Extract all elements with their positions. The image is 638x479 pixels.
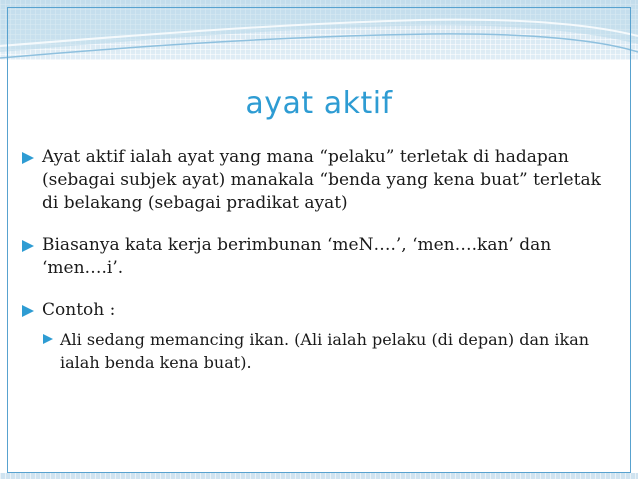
triangle-bullet-icon <box>22 152 34 164</box>
slide-body <box>22 146 612 374</box>
triangle-bullet-icon <box>22 240 34 252</box>
triangle-bullet-icon <box>22 305 34 317</box>
bullet-text: Ayat aktif ialah ayat yang mana “pelaku” terletak di hadapan (sebagai subjek ayat) manakala “benda yang kena buat” terletak di belakang (sebagai pradikat ayat) <box>42 147 601 213</box>
sub-bullet-text: Ali sedang memancing ikan. (Ali ialah pelaku (di depan) dan ikan ialah benda kena buat). <box>60 330 590 372</box>
bullet-text: Biasanya kata kerja berimbunan ‘meN….’, ‘men….kan’ dan ‘men….i’. <box>42 235 552 278</box>
triangle-bullet-icon <box>43 334 53 344</box>
bullet-item <box>22 146 612 215</box>
bullet-item <box>22 234 612 280</box>
bullet-item <box>22 299 612 322</box>
sub-bullet-item <box>22 328 612 374</box>
bullet-text: Contoh : <box>42 300 116 320</box>
bottom-decorative-band <box>0 473 638 479</box>
slide-title: ayat aktif <box>245 86 393 121</box>
